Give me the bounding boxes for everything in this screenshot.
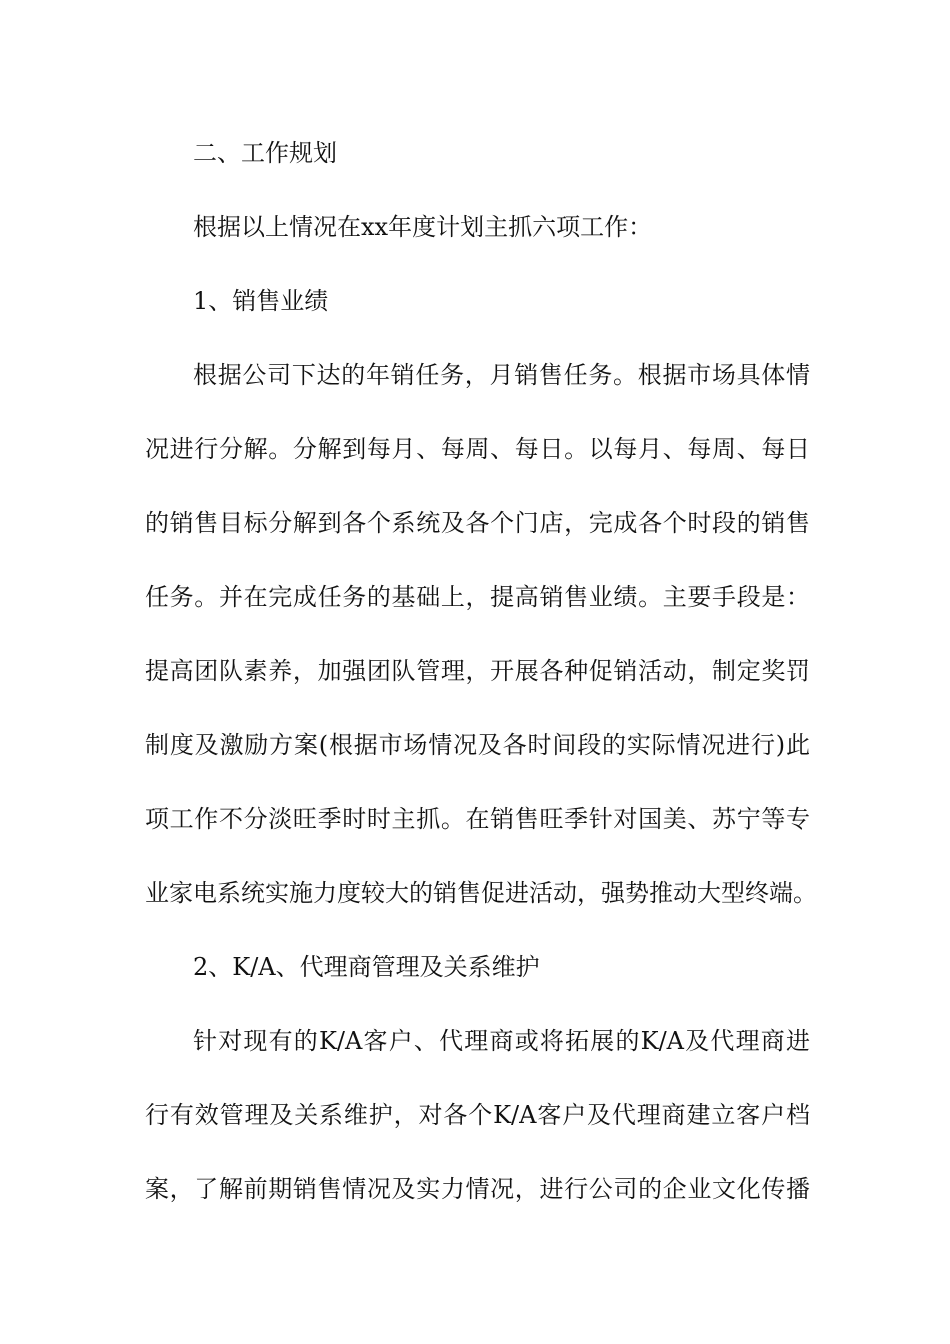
section1-paragraph-line: 业家电系统实施力度较大的销售促进活动，强势推动大型终端。 bbox=[145, 879, 817, 907]
section1-paragraph-line: 的销售目标分解到各个系统及各个门店，完成各个时段的销售 bbox=[145, 509, 810, 537]
section1-title: 1、销售业绩 bbox=[193, 287, 329, 315]
section2-paragraph-line: 针对现有的K/A客户、代理商或将拓展的K/A及代理商进 bbox=[193, 1027, 810, 1055]
section1-paragraph-line: 项工作不分淡旺季时时主抓。在销售旺季针对国美、苏宁等专 bbox=[145, 805, 810, 833]
section1-paragraph-line: 制度及激励方案(根据市场情况及各时间段的实际情况进行)此 bbox=[145, 731, 810, 759]
section1-paragraph-line: 况进行分解。分解到每月、每周、每日。以每月、每周、每日 bbox=[145, 435, 810, 463]
section1-paragraph-line: 提高团队素养，加强团队管理，开展各种促销活动，制定奖罚 bbox=[145, 657, 810, 685]
intro-paragraph: 根据以上情况在xx年度计划主抓六项工作： bbox=[193, 213, 653, 241]
section1-paragraph-line: 根据公司下达的年销任务，月销售任务。根据市场具体情 bbox=[193, 361, 810, 389]
section-heading: 二、工作规划 bbox=[193, 139, 337, 167]
section1-paragraph-line: 任务。并在完成任务的基础上，提高销售业绩。主要手段是： bbox=[145, 583, 810, 611]
section2-title: 2、K/A、代理商管理及关系维护 bbox=[193, 953, 540, 981]
section2-paragraph-line: 行有效管理及关系维护，对各个K/A客户及代理商建立客户档 bbox=[145, 1101, 810, 1129]
section2-paragraph-line: 案，了解前期销售情况及实力情况，进行公司的企业文化传播 bbox=[145, 1175, 810, 1203]
